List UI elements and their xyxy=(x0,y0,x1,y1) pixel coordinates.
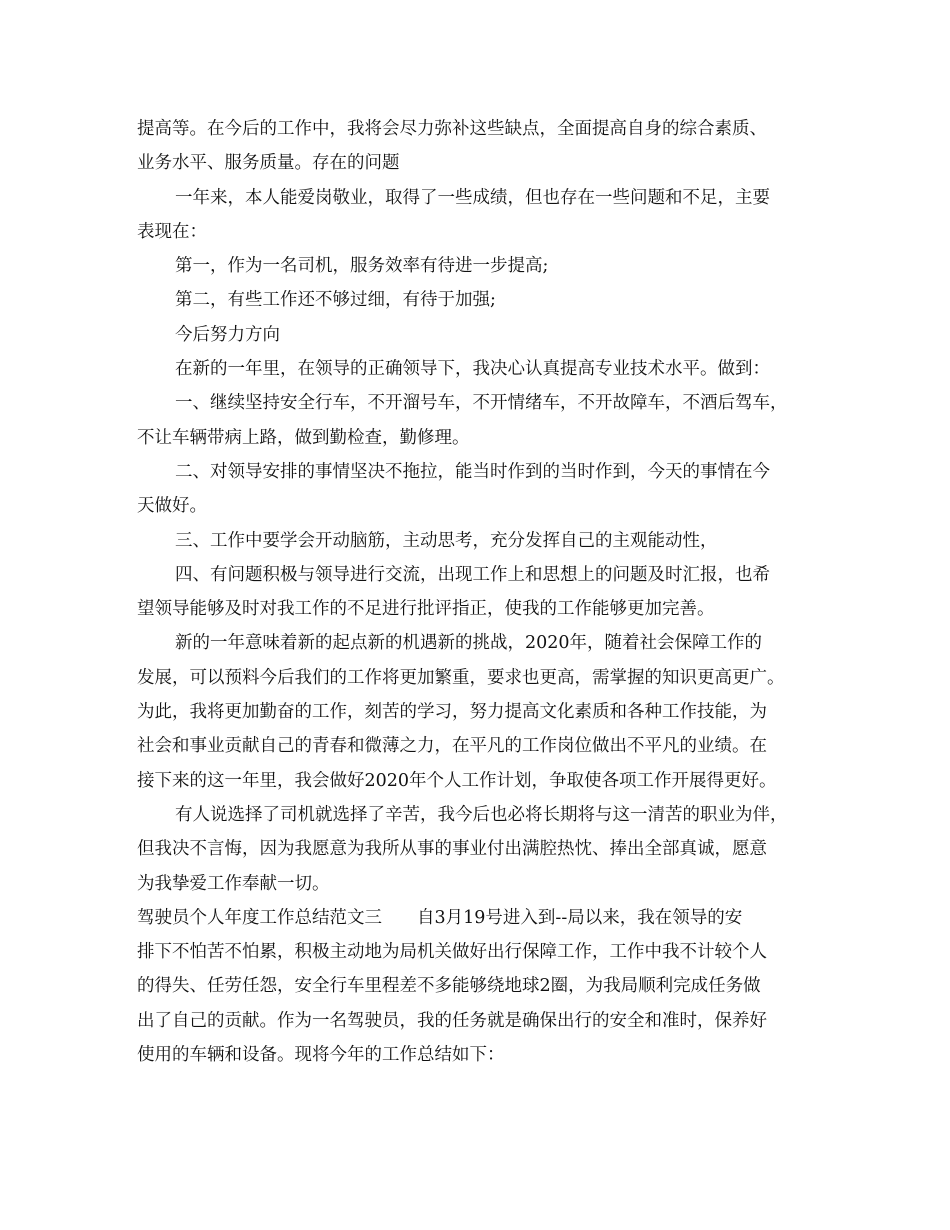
text-line: 表现在： xyxy=(137,221,207,242)
text-line: 为我挚爱工作奉献一切。 xyxy=(137,873,330,894)
text-line: 驾驶员个人年度工作总结范文三 自3月19号进入到--局以来，我在领导的安 xyxy=(137,907,743,928)
text-line: 出了自己的贡献。作为一名驾驶员，我的任务就是确保出行的安全和准时，保养好 xyxy=(137,1010,767,1031)
text-line: 第一，作为一名司机，服务效率有待进一步提高; xyxy=(175,256,549,277)
document-body xyxy=(137,112,817,1072)
text-line: 一、继续坚持安全行车，不开溜号车，不开情绪车，不开故障车，不酒后驾车， xyxy=(175,393,788,414)
text-line: 望领导能够及时对我工作的不足进行批评指正，使我的工作能够更加完善。 xyxy=(137,599,715,620)
text-line: 四、有问题积极与领导进行交流，出现工作上和思想上的问题及时汇报，也希 xyxy=(175,564,770,585)
text-line: 二、对领导安排的事情坚决不拖拉，能当时作到的当时作到，今天的事情在今 xyxy=(175,461,770,482)
text-line: 一年来，本人能爱岗敬业，取得了一些成绩，但也存在一些问题和不足，主要 xyxy=(175,187,770,208)
text-line: 社会和事业贡献自己的青春和微薄之力，在平凡的工作岗位做出不平凡的业绩。在 xyxy=(137,736,767,757)
text-line: 新的一年意味着新的起点新的机遇新的挑战，2020年，随着社会保障工作的 xyxy=(175,633,763,654)
text-line: 但我决不言悔，因为我愿意为我所从事的事业付出满腔热忱、捧出全部真诚，愿意 xyxy=(137,839,767,860)
text-line: 排下不怕苦不怕累，积极主动地为局机关做好出行保障工作，工作中我不计较个人 xyxy=(137,942,767,963)
text-line: 业务水平、服务质量。存在的问题 xyxy=(137,153,400,174)
text-line: 接下来的这一年里，我会做好2020年个人工作计划，争取使各项工作开展得更好。 xyxy=(137,770,777,791)
text-line: 有人说选择了司机就选择了辛苦，我今后也必将长期将与这一清苦的职业为伴， xyxy=(175,804,788,825)
text-line: 使用的车辆和设备。现将今年的工作总结如下： xyxy=(137,1045,505,1066)
text-line: 三、工作中要学会开动脑筋，主动思考，充分发挥自己的主观能动性， xyxy=(175,530,718,551)
text-line: 在新的一年里，在领导的正确领导下，我决心认真提高专业技术水平。做到： xyxy=(175,359,770,380)
text-line: 提高等。在今后的工作中，我将会尽力弥补这些缺点，全面提高自身的综合素质、 xyxy=(137,119,767,139)
text-line: 不让车辆带病上路，做到勤检查，勤修理。 xyxy=(137,427,470,448)
text-line: 发展，可以预料今后我们的工作将更加繁重，要求也更高，需掌握的知识更高更广。 xyxy=(137,667,785,688)
text-line: 天做好。 xyxy=(137,496,207,517)
text-line: 今后努力方向 xyxy=(175,324,280,345)
text-line: 的得失、任劳任怨，安全行车里程差不多能够绕地球2圈，为我局顺利完成任务做 xyxy=(137,976,761,997)
text-line: 为此，我将更加勤奋的工作，刻苦的学习，努力提高文化素质和各种工作技能，为 xyxy=(137,702,767,723)
text-line: 第二，有些工作还不够过细，有待于加强; xyxy=(175,290,496,311)
